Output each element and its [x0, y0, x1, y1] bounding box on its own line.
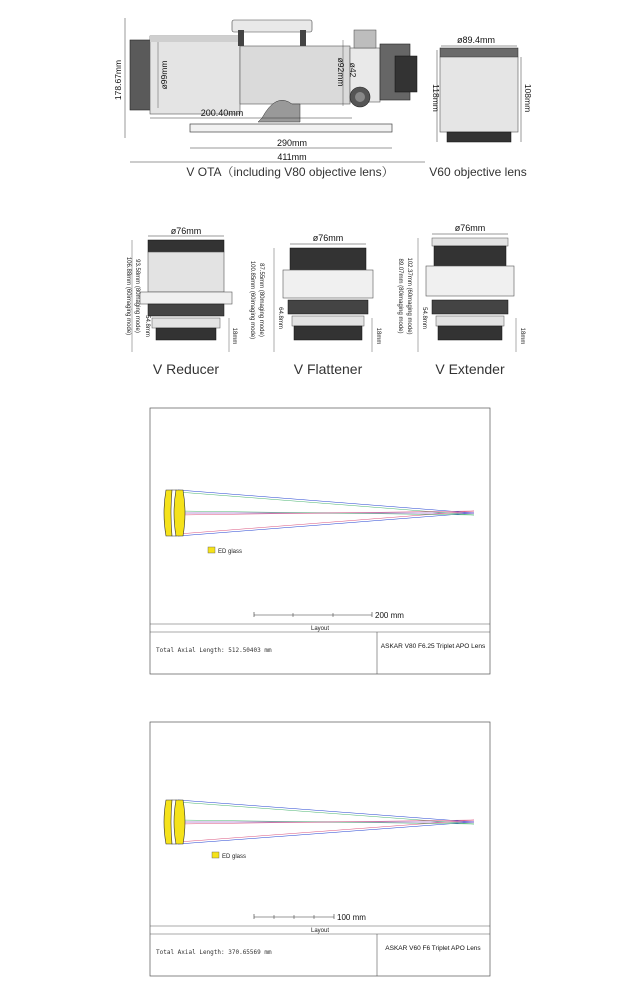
- flattener-caption: V Flattener: [293, 361, 363, 377]
- flattener-bottom: 18mm: [375, 327, 381, 345]
- extender-caption: V Extender: [435, 361, 505, 377]
- ota-main-tube: [240, 46, 350, 104]
- ota-drawing: [125, 18, 425, 162]
- flattener-dia: ø76mm: [312, 233, 344, 243]
- ota-caption: V OTA（including V80 objective lens）: [186, 165, 394, 179]
- lens-triplet: [164, 800, 185, 844]
- reducer-vert1: 93.58mm (80maging mode): [134, 259, 140, 333]
- v60-top-ring: [440, 48, 518, 57]
- lens-triplet: [164, 490, 185, 536]
- ed-glass-label: ED glass: [222, 854, 247, 860]
- extender-dia: ø76mm: [454, 223, 486, 233]
- extender-drawing: [418, 234, 516, 352]
- ota-len-c: 411mm: [277, 152, 307, 162]
- layout-axial-v60: Total Axial Length: 370.65569 mm: [156, 949, 272, 956]
- extender-vert2: 89.07mm (80imaging mode): [397, 258, 403, 334]
- v60-left-dim: 118mm: [431, 84, 441, 112]
- reducer-bottom: 18mm: [231, 327, 237, 345]
- ed-glass-swatch: [212, 852, 219, 858]
- flattener-drawing: [274, 244, 373, 352]
- v60-body: [440, 57, 518, 132]
- reducer-caption: V Reducer: [152, 361, 220, 377]
- flattener-mid: 64.8mm: [277, 307, 283, 329]
- ota-dovetail: [190, 124, 392, 132]
- ed-glass-swatch: [208, 547, 215, 553]
- ota-len-b: 290mm: [276, 138, 308, 148]
- layout-title-v60: ASKAR V60 F6 Triplet APO Lens: [385, 945, 481, 952]
- ota-len-a: 200.40mm: [200, 108, 244, 118]
- layout-title-v80: ASKAR V80 F6.25 Triplet APO Lens: [380, 643, 486, 650]
- extender-bottom: 18mm: [519, 327, 525, 345]
- reducer-dia: ø76mm: [170, 226, 202, 236]
- ed-glass-label: ED glass: [218, 549, 243, 555]
- extender-vert1: 102.37mm (60maging mode): [406, 257, 412, 335]
- layout-scale-v60: 100 mm: [337, 913, 366, 922]
- layout-scale-v80: 200 mm: [375, 611, 404, 620]
- extender-mid: 54.8mm: [421, 307, 427, 329]
- layout-panel-v80: [150, 408, 490, 674]
- v60-drawing: [437, 46, 521, 142]
- layout-frame: [150, 722, 490, 976]
- ota-front-ring: [130, 40, 152, 110]
- flattener-vert1: 87.55mm (80maging mode): [258, 263, 264, 337]
- ota-height-dim: 178.67mm: [113, 59, 123, 101]
- layout-panel-v60: [150, 722, 490, 976]
- v60-dia: ø89.4mm: [456, 35, 496, 45]
- v60-bottom-thread: [447, 132, 511, 142]
- ota-dia-objective: ø99mm: [159, 60, 169, 90]
- layout-frame: [150, 408, 490, 674]
- v60-right-dim: 108mm: [523, 83, 533, 113]
- ota-dia-small: ø42: [348, 62, 358, 78]
- layout-section-v80: Layout: [310, 626, 330, 632]
- layout-section-v60: Layout: [310, 928, 330, 934]
- layout-axial-v80: Total Axial Length: 512.50403 mm: [156, 647, 272, 654]
- ota-dia-focuser: ø92mm: [336, 57, 346, 87]
- v60-caption: V60 objective lens: [429, 165, 527, 179]
- reducer-vert2: 106.88mm (60imaging mode): [125, 256, 131, 336]
- reducer-mid: 54.8mm: [144, 315, 150, 337]
- flattener-vert2: 100.85mm (60imaging mode): [249, 260, 255, 340]
